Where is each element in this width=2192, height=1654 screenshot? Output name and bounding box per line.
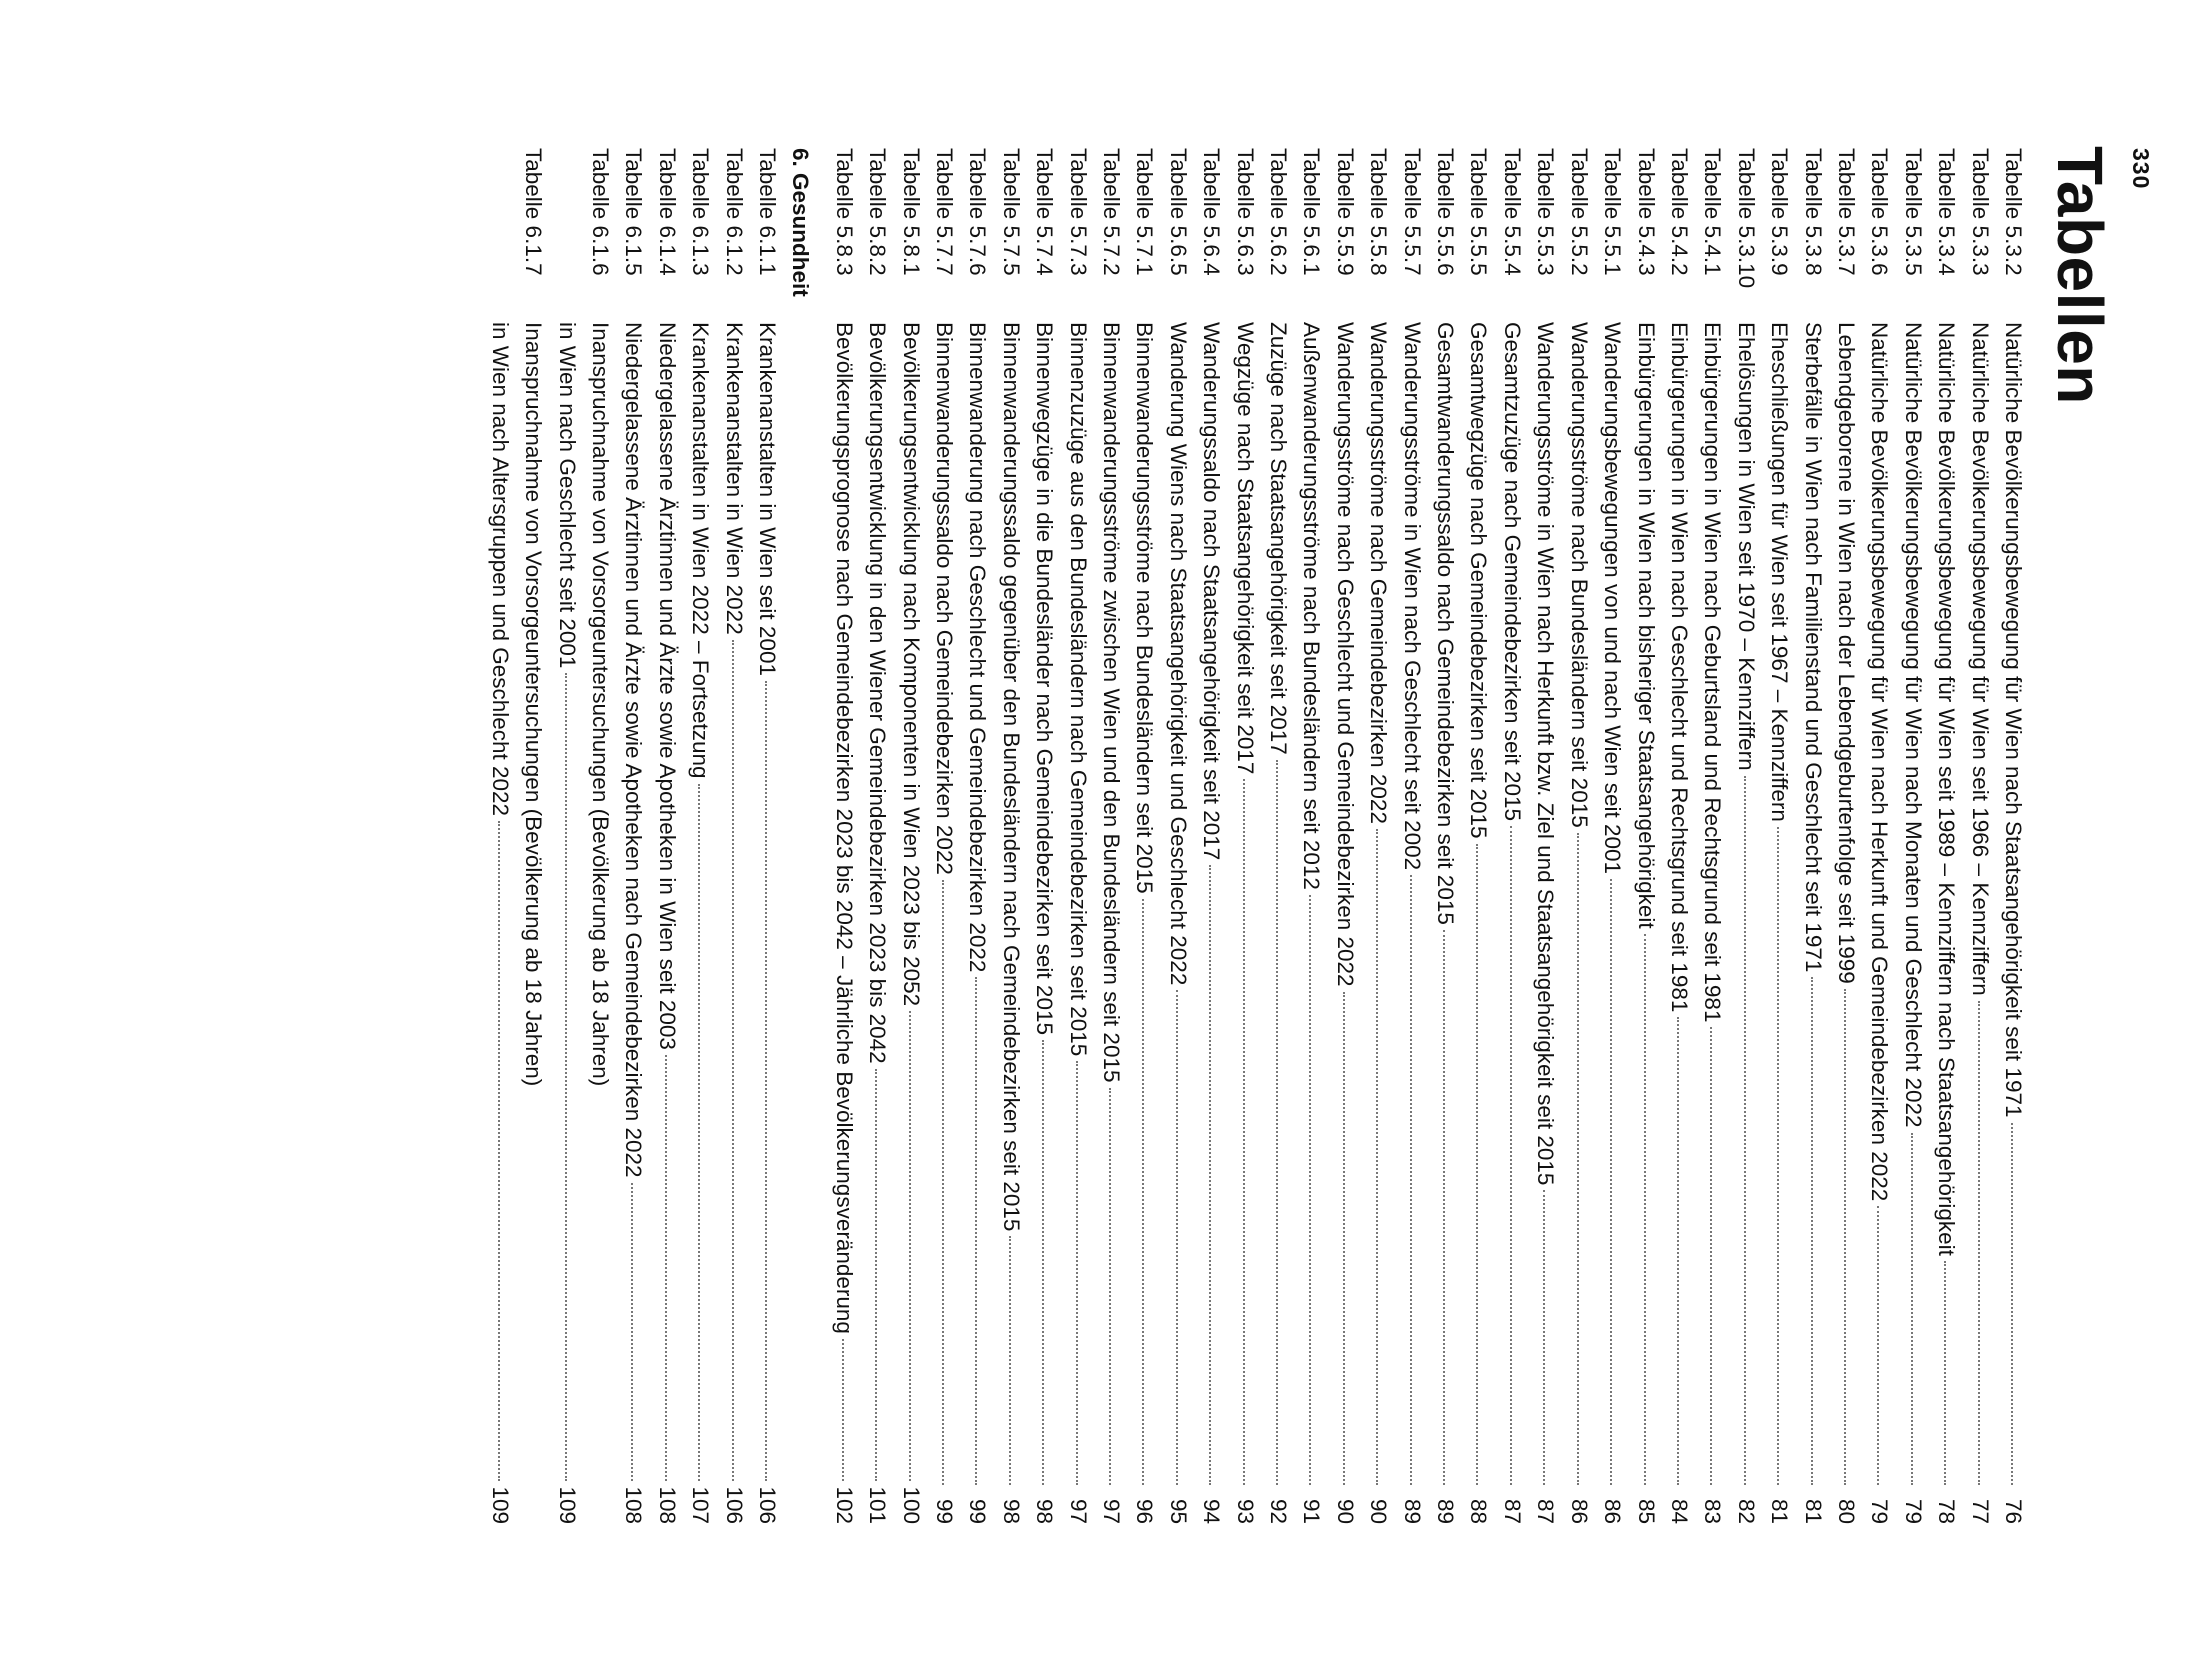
toc-entry-number: Tabelle 5.6.1 [1299, 148, 1325, 276]
toc-entry[interactable] [1462, 148, 1495, 1524]
toc-entry-number: Tabelle 5.7.6 [965, 148, 991, 276]
toc-entry-number: Tabelle 5.3.3 [1967, 148, 1993, 276]
toc-entry-title: Wanderung Wiens nach Staatsangehörigkeit und Geschlecht 2022 [1165, 322, 1191, 986]
dot-leader [1243, 779, 1245, 1485]
toc-entry-number: Tabelle 5.5.8 [1366, 148, 1392, 276]
toc-entry[interactable] [717, 148, 750, 1524]
toc-entry-page: 86 [1566, 1498, 1592, 1524]
toc-entry[interactable] [961, 148, 994, 1524]
dot-leader [1109, 1088, 1111, 1486]
toc-entry-title-line1: Inanspruchnahme von Vorsorgeuntersuchungen (Bevölkerung ab 18 Jahren) [521, 322, 547, 1087]
toc-entry-page: 109 [487, 1486, 513, 1524]
dot-leader [942, 880, 944, 1485]
toc-entry-number: Tabelle 6.1.3 [688, 148, 714, 276]
toc-entry-number: Tabelle 5.6.3 [1232, 148, 1258, 276]
dot-leader [1309, 895, 1311, 1485]
dot-leader [1142, 899, 1144, 1485]
toc-entry-title: Lebendgeborene in Wien nach der Lebendgeburtenfolge seit 1999 [1833, 322, 1859, 984]
toc-entry-number: Tabelle 5.3.7 [1833, 148, 1859, 276]
toc-entry-page: 90 [1366, 1498, 1392, 1524]
toc-entry-title: Sterbefälle in Wien nach Familienstand und Geschlecht seit 1971 [1800, 322, 1826, 973]
toc-entry[interactable] [1328, 148, 1361, 1524]
toc-entry-number: Tabelle 5.7.4 [1032, 148, 1058, 276]
toc-entry-title: Wanderungsströme nach Gemeindebezirken 2022 [1366, 322, 1392, 824]
toc-entry-number: Tabelle 5.5.6 [1433, 148, 1459, 276]
toc-entry[interactable] [751, 148, 784, 1524]
dot-leader [1042, 1040, 1044, 1485]
toc-entry-page: 97 [1099, 1498, 1125, 1524]
toc-entry-page: 94 [1199, 1498, 1225, 1524]
toc-entry-number: Tabelle 5.3.10 [1733, 148, 1759, 289]
dot-leader [665, 1055, 667, 1482]
toc-entry-number: Tabelle 6.1.7 [521, 148, 547, 276]
dot-leader [1944, 1261, 1946, 1485]
toc-entry-page: 99 [932, 1498, 957, 1524]
toc-entry-number: Tabelle 5.5.9 [1332, 148, 1358, 276]
toc-entry-number: Tabelle 6.1.1 [754, 148, 780, 276]
toc-entry-page: 86 [1600, 1498, 1626, 1524]
toc-entry-page: 76 [2001, 1498, 2026, 1524]
toc-entry[interactable] [928, 148, 961, 1524]
dot-leader [1276, 760, 1278, 1485]
dot-leader [1644, 934, 1646, 1485]
toc-entry[interactable] [827, 148, 860, 1524]
toc-entry-number: Tabelle 5.4.3 [1633, 148, 1659, 276]
dot-leader [1811, 977, 1813, 1485]
toc-entry[interactable] [1930, 148, 1963, 1524]
toc-entry-title: Wegzüge nach Staatsangehörigkeit seit 2017 [1232, 322, 1258, 775]
toc-entry-body [483, 322, 550, 1524]
toc-entry-number: Tabelle 5.5.3 [1533, 148, 1559, 276]
toc-entry[interactable] [550, 148, 617, 1524]
toc-entry-page: 99 [965, 1498, 991, 1524]
toc-entry-title: Natürliche Bevölkerungsbewegung für Wien seit 1966 – Kennziffern [1967, 322, 1993, 996]
toc-entry-page: 77 [1967, 1498, 1993, 1524]
toc-entry-body [550, 322, 617, 1524]
toc-entry[interactable] [1295, 148, 1328, 1524]
toc-entry-page: 88 [1466, 1498, 1492, 1524]
toc-entry[interactable] [1696, 148, 1729, 1524]
toc-entry[interactable] [1963, 148, 1996, 1524]
toc-entry-page: 109 [554, 1486, 580, 1524]
toc-entry[interactable] [994, 148, 1027, 1524]
dot-leader [1076, 1061, 1078, 1485]
toc-entry-title: Gesamtwanderungssaldo nach Gemeindebezirken seit 2015 [1433, 322, 1459, 925]
toc-entry-number: Tabelle 5.6.4 [1199, 148, 1225, 276]
dot-leader [909, 1011, 911, 1481]
page-number: 330 [2128, 148, 2154, 190]
dot-leader [1443, 930, 1445, 1485]
toc-entry-title: Natürliche Bevölkerungsbewegung für Wien nach Staatsangehörigkeit seit 1971 [2001, 322, 2026, 1118]
toc-entry-page: 100 [898, 1486, 924, 1524]
toc-entry-title: Natürliche Bevölkerungsbewegung für Wien nach Herkunft und Gemeindebezirken 2022 [1867, 322, 1893, 1202]
toc-entry-page: 90 [1332, 1498, 1358, 1524]
toc-entry-title: Wanderungsbewegungen von und nach Wien seit 2001 [1600, 322, 1626, 875]
toc-entry-title: Wanderungsströme nach Geschlecht und Gemeindebezirken 2022 [1332, 322, 1358, 987]
toc-entry-page: 97 [1065, 1498, 1091, 1524]
toc-entry[interactable] [1863, 148, 1896, 1524]
dot-leader [1176, 990, 1178, 1485]
dot-leader [1844, 989, 1846, 1485]
toc-entry-title: Außenwanderungsströme nach Bundesländern seit 2012 [1299, 322, 1325, 890]
toc-entry-page: 95 [1165, 1498, 1191, 1524]
dot-leader [1911, 1133, 1913, 1486]
toc-group-health [617, 148, 784, 1524]
toc-entry[interactable] [650, 148, 683, 1524]
toc-entry[interactable] [1496, 148, 1529, 1524]
toc-entry-number: Tabelle 5.5.4 [1499, 148, 1525, 276]
toc-entry-page: 98 [998, 1498, 1024, 1524]
toc-entry-page: 81 [1767, 1498, 1793, 1524]
toc-entry[interactable] [1796, 148, 1829, 1524]
toc-entry[interactable] [1629, 148, 1662, 1524]
toc-entry[interactable] [1128, 148, 1161, 1524]
toc-entry-number: Tabelle 6.1.2 [721, 148, 747, 276]
toc-entry-number: Tabelle 5.6.2 [1266, 148, 1292, 276]
toc-entry-title: Binnenwanderungssaldo gegenüber den Bundesländern nach Gemeindebezirken seit 2015 [998, 322, 1024, 1232]
table-of-contents [483, 148, 2030, 1524]
toc-entry-title: Binnenwanderungsströme nach Bundesländern seit 2015 [1132, 322, 1158, 894]
dot-leader [1009, 1236, 1011, 1485]
toc-entry-title: Einbürgerungen in Wien nach bisheriger Staatsangehörigkeit [1633, 322, 1659, 929]
toc-entry-title-line2-row [483, 322, 516, 1524]
toc-entry-page: 92 [1266, 1498, 1292, 1524]
dot-leader [2011, 1123, 2013, 1486]
toc-entry-page: 87 [1499, 1498, 1525, 1524]
toc-entry-number: Tabelle 5.5.1 [1600, 148, 1626, 276]
toc-entry-page: 87 [1533, 1498, 1559, 1524]
toc-entry-title: Wanderungsströme nach Bundesländern seit 2015 [1566, 322, 1592, 828]
toc-entry[interactable] [1729, 148, 1762, 1524]
dot-leader [631, 1183, 633, 1482]
dot-leader [1978, 1001, 1980, 1485]
toc-entry[interactable] [1830, 148, 1863, 1524]
toc-entry-title: Gesamtwegzüge nach Gemeindebezirken seit 2015 [1466, 322, 1492, 839]
dot-leader [875, 1069, 877, 1482]
toc-entry-page: 91 [1299, 1498, 1325, 1524]
toc-entry-page: 89 [1399, 1498, 1425, 1524]
toc-entry[interactable] [1195, 148, 1228, 1524]
toc-entry[interactable] [1228, 148, 1261, 1524]
toc-entry[interactable] [684, 148, 717, 1524]
toc-entry-number: Tabelle 5.8.2 [865, 148, 891, 276]
toc-entry[interactable] [1061, 148, 1094, 1524]
toc-entry[interactable] [1161, 148, 1194, 1524]
dot-leader [698, 784, 700, 1482]
toc-group-health-multiline [483, 148, 617, 1524]
toc-group-population [827, 148, 2030, 1524]
toc-entry-number: Tabelle 5.5.7 [1399, 148, 1425, 276]
dot-leader [1343, 992, 1345, 1485]
dot-leader [1610, 879, 1612, 1485]
toc-entry-title-line1: Inanspruchnahme von Vorsorgeuntersuchungen (Bevölkerung ab 18 Jahren) [587, 322, 613, 1087]
toc-entry[interactable] [1896, 148, 1929, 1524]
toc-entry[interactable] [1395, 148, 1428, 1524]
toc-entry-title: Bevölkerungsentwicklung in den Wiener Gemeindebezirken 2023 bis 2042 [865, 322, 891, 1064]
dot-leader [1677, 1017, 1679, 1485]
toc-entry-page: 108 [654, 1486, 680, 1524]
section-heading [784, 148, 817, 1524]
toc-entry-page: 78 [1934, 1498, 1960, 1524]
toc-entry-number: Tabelle 5.7.2 [1099, 148, 1125, 276]
dot-leader [1710, 1027, 1712, 1485]
toc-entry[interactable] [861, 148, 894, 1524]
toc-entry-page: 84 [1666, 1498, 1692, 1524]
toc-entry-title: Einbürgerungen in Wien nach Geburtsland und Rechtsgrund seit 1981 [1700, 322, 1726, 1023]
toc-entry-number: Tabelle 5.7.3 [1065, 148, 1091, 276]
toc-entry-title: Binnenwanderung nach Geschlecht und Gemeindebezirken 2022 [965, 322, 991, 973]
toc-entry-page: 82 [1733, 1498, 1759, 1524]
toc-entry-title: Wanderungsströme in Wien nach Herkunft bzw. Ziel und Staatsangehörigkeit seit 2015 [1533, 322, 1559, 1186]
toc-entry-page: 107 [688, 1486, 714, 1524]
toc-entry-title: Niedergelassene Ärztinnen und Ärzte sowie Apotheken nach Gemeindebezirken 2022 [621, 322, 647, 1178]
toc-entry-page: 106 [721, 1486, 747, 1524]
toc-entry-title: Wanderungssaldo nach Staatsangehörigkeit seit 2017 [1199, 322, 1225, 861]
toc-entry-title: Einbürgerungen in Wien nach Geschlecht und Rechtsgrund seit 1981 [1666, 322, 1692, 1013]
toc-entry-page: 93 [1232, 1498, 1258, 1524]
toc-entry[interactable] [1028, 148, 1061, 1524]
toc-entry-title: Natürliche Bevölkerungsbewegung für Wien nach Monaten und Geschlecht 2022 [1900, 322, 1926, 1128]
dot-leader [765, 681, 767, 1481]
toc-entry-title: Krankenanstalten in Wien seit 2001 [754, 322, 780, 676]
section-heading-label: 6. Gesundheit [788, 148, 814, 297]
toc-entry[interactable] [1763, 148, 1796, 1524]
toc-entry-page: 79 [1900, 1498, 1926, 1524]
toc-entry-number: Tabelle 6.1.6 [587, 148, 613, 276]
toc-entry-title: Binnenzuzüge aus den Bundesländern nach Gemeindebezirken seit 2015 [1065, 322, 1091, 1057]
toc-entry-page: 108 [621, 1486, 647, 1524]
toc-entry-title: Krankenanstalten in Wien 2022 [721, 322, 747, 635]
dot-leader [1777, 827, 1779, 1485]
toc-entry[interactable] [1596, 148, 1629, 1524]
toc-entry-title: Bevölkerungsentwicklung nach Komponenten in Wien 2023 bis 2052 [898, 322, 924, 1007]
toc-entry-number: Tabelle 5.4.1 [1700, 148, 1726, 276]
toc-entry-number: Tabelle 5.7.7 [932, 148, 957, 276]
toc-entry-title: Krankenanstalten in Wien 2022 – Fortsetzung [688, 322, 714, 779]
dot-leader [1543, 1190, 1545, 1485]
page-title: Tabellen [2044, 146, 2116, 405]
toc-entry-page: 102 [831, 1486, 857, 1524]
toc-entry-title-line2: in Wien nach Altersgruppen und Geschlecht 2022 [487, 322, 513, 817]
toc-entry-page: 79 [1867, 1498, 1893, 1524]
toc-entry-number: Tabelle 5.5.2 [1566, 148, 1592, 276]
dot-leader [1477, 844, 1479, 1485]
toc-entry-page: 98 [1032, 1498, 1058, 1524]
toc-entry[interactable] [1362, 148, 1395, 1524]
dot-leader [565, 673, 567, 1481]
toc-entry-number: Tabelle 5.3.2 [2001, 148, 2026, 276]
dot-leader [1410, 875, 1412, 1485]
toc-entry-number: Tabelle 5.3.5 [1900, 148, 1926, 276]
toc-entry-page: 83 [1700, 1498, 1726, 1524]
toc-entry-title: Binnenwegzüge in die Bundesländer nach Gemeindebezirken seit 2015 [1032, 322, 1058, 1035]
toc-entry-number: Tabelle 5.3.9 [1767, 148, 1793, 276]
toc-entry-title: Eheschließungen für Wien seit 1967 – Kennziffern [1767, 322, 1793, 822]
toc-entry-number: Tabelle 6.1.4 [654, 148, 680, 276]
toc-entry-page: 101 [865, 1486, 891, 1524]
toc-entry-number: Tabelle 5.7.5 [998, 148, 1024, 276]
toc-entry[interactable] [617, 148, 650, 1524]
toc-entry-number: Tabelle 5.4.2 [1666, 148, 1692, 276]
toc-entry-title: Ehelösungen in Wien seit 1970 – Kennziffern [1733, 322, 1759, 771]
toc-entry-number: Tabelle 5.8.3 [831, 148, 857, 276]
toc-entry[interactable] [1663, 148, 1696, 1524]
toc-entry-title: Zuzüge nach Staatsangehörigkeit seit 2017 [1266, 322, 1292, 755]
toc-entry-page: 106 [754, 1486, 780, 1524]
toc-entry-number: Tabelle 5.8.1 [898, 148, 924, 276]
toc-entry-title: Wanderungsströme in Wien nach Geschlecht seit 2002 [1399, 322, 1425, 871]
dot-leader [732, 640, 734, 1482]
toc-entry-number: Tabelle 5.5.5 [1466, 148, 1492, 276]
toc-entry-page: 81 [1800, 1498, 1826, 1524]
dot-leader [1577, 833, 1579, 1485]
toc-entry-title: Binnenwanderungssaldo nach Gemeindebezirken 2022 [932, 322, 957, 875]
toc-entry-number: Tabelle 5.3.6 [1867, 148, 1893, 276]
toc-entry[interactable] [894, 148, 927, 1524]
toc-entry[interactable] [1262, 148, 1295, 1524]
toc-entry-number: Tabelle 5.3.4 [1934, 148, 1960, 276]
dot-leader [1510, 826, 1512, 1485]
dot-leader [498, 821, 500, 1481]
dot-leader [1376, 829, 1378, 1485]
dot-leader [842, 1339, 844, 1482]
toc-entry-page: 96 [1132, 1498, 1158, 1524]
toc-entry-title-line2: in Wien nach Geschlecht seit 2001 [554, 322, 580, 669]
toc-entry[interactable] [1562, 148, 1595, 1524]
toc-entry-title: Niedergelassene Ärztinnen und Ärzte sowie Apotheken in Wien seit 2003 [654, 322, 680, 1050]
toc-entry[interactable] [1095, 148, 1128, 1524]
dot-leader [975, 977, 977, 1485]
dot-leader [1209, 865, 1211, 1485]
toc-entry-number: Tabelle 5.6.5 [1165, 148, 1191, 276]
toc-entry-title: Gesamtzuzüge nach Gemeindebezirken seit 2015 [1499, 322, 1525, 822]
toc-entry-title: Bevölkerungsprognose nach Gemeindebezirken 2023 bis 2042 – Jährliche Bevölkerungsveränderung [831, 322, 857, 1334]
toc-entry[interactable] [1529, 148, 1562, 1524]
toc-entry-title: Natürliche Bevölkerungsbewegung für Wien seit 1989 – Kennziffern nach Staatsangehörigkeit [1934, 322, 1960, 1256]
toc-entry-title-line2-row [550, 322, 583, 1524]
toc-entry-title: Binnenwanderungsströme zwischen Wien und den Bundesländern seit 2015 [1099, 322, 1125, 1083]
toc-entry-number: Tabelle 5.3.8 [1800, 148, 1826, 276]
toc-entry[interactable] [1997, 148, 2030, 1524]
toc-entry-number: Tabelle 6.1.5 [621, 148, 647, 276]
dot-leader [1877, 1206, 1879, 1485]
toc-entry-page: 89 [1433, 1498, 1459, 1524]
toc-entry-number: Tabelle 5.7.1 [1132, 148, 1158, 276]
toc-entry-page: 85 [1633, 1498, 1659, 1524]
toc-entry-page: 80 [1833, 1498, 1859, 1524]
toc-entry[interactable] [1429, 148, 1462, 1524]
dot-leader [1744, 776, 1746, 1485]
toc-entry[interactable] [483, 148, 550, 1524]
